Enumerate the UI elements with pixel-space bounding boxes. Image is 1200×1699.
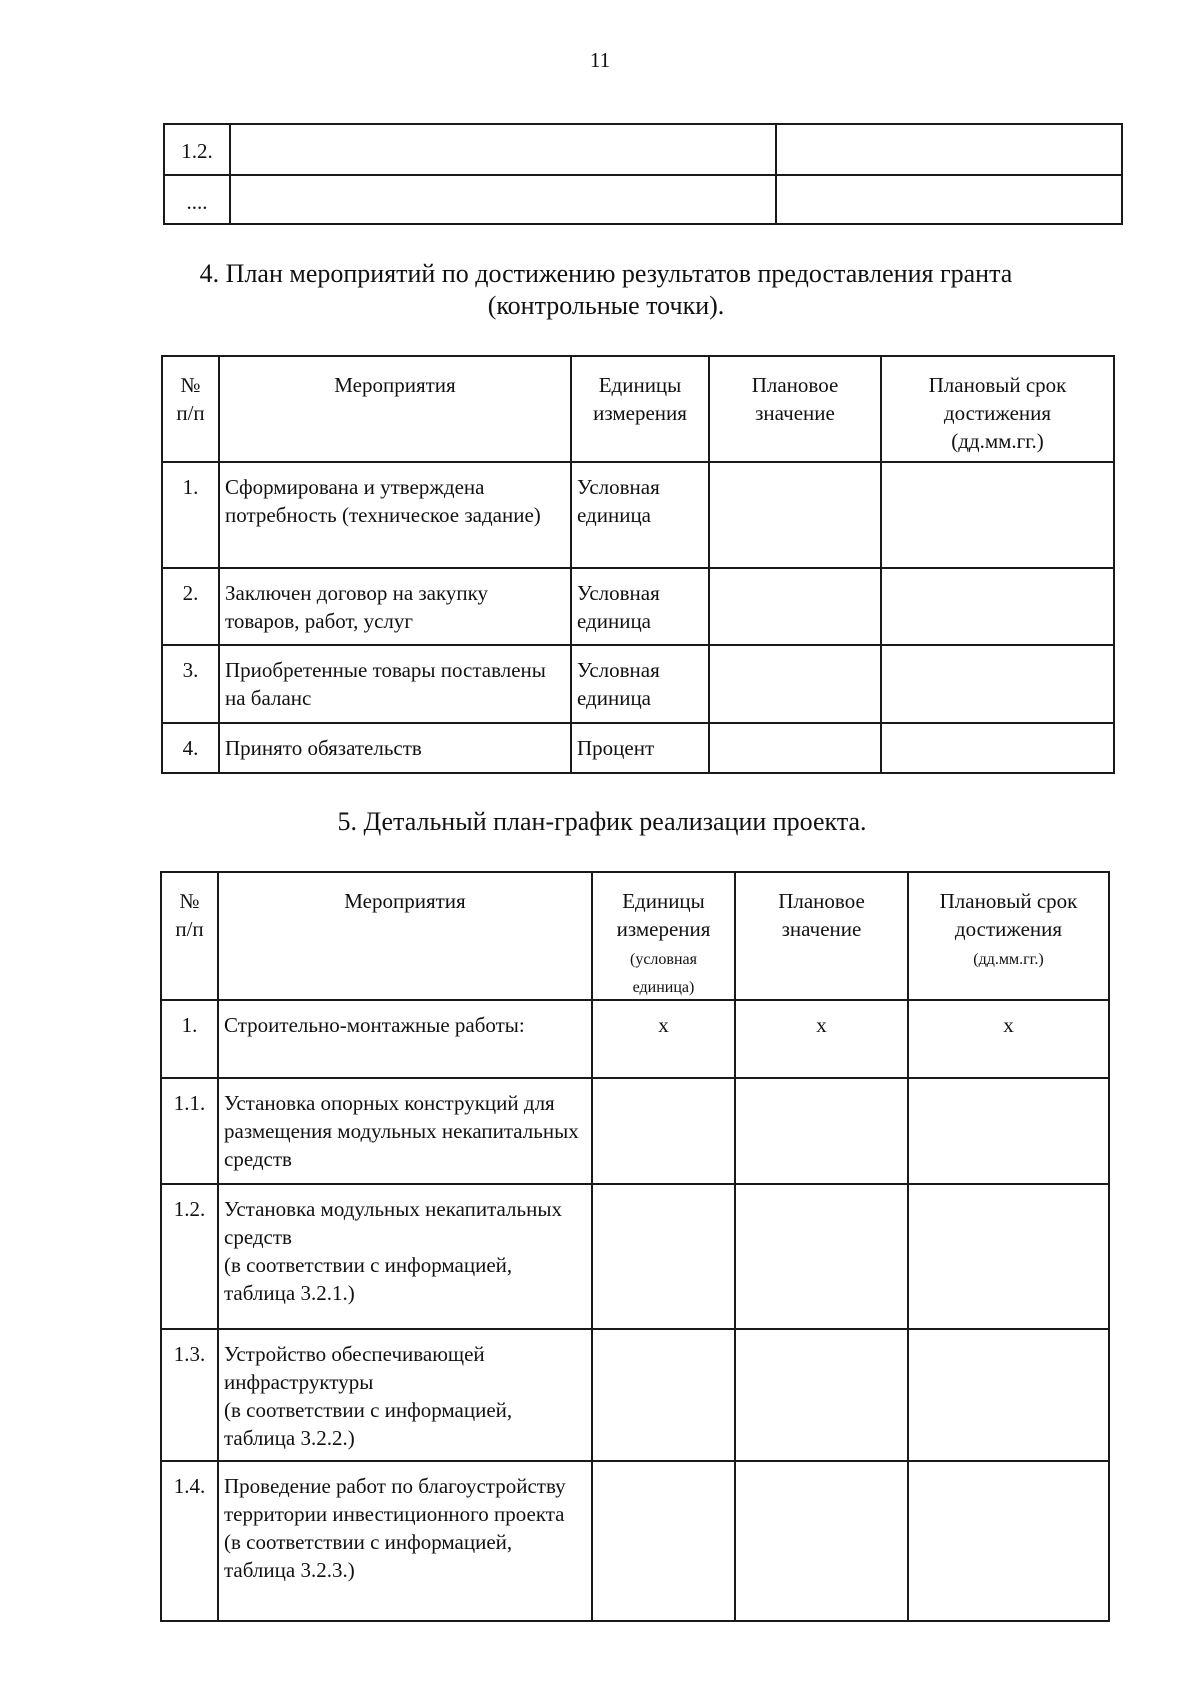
table-row — [162, 462, 1114, 568]
deadline-cell — [908, 1184, 1109, 1329]
empty-cell — [776, 175, 1122, 224]
page-number: 11 — [589, 48, 611, 72]
deadline-cell — [881, 568, 1114, 645]
row-number: 1.4. — [161, 1461, 218, 1621]
event-cell: Проведение работ по благоустройству территории инвестиционного проекта (в соответствии с информацией, таблица 3.2.3.) — [218, 1461, 592, 1621]
deadline-cell: х — [908, 1000, 1109, 1078]
planned-value-cell — [735, 1078, 908, 1184]
table-row — [161, 1329, 1109, 1461]
row-number: 3. — [162, 645, 219, 723]
section5-title: 5. Детальный план-график реализации проекта. — [337, 807, 867, 836]
unit-cell — [592, 1078, 735, 1184]
event-cell: Принято обязательств — [219, 723, 571, 773]
section4-table — [161, 355, 1115, 774]
row-number: 4. — [162, 723, 219, 773]
header-deadline: Плановый срок достижения (дд.мм.гг.) — [908, 872, 1109, 1000]
row-number: 1. — [161, 1000, 218, 1078]
row-number: 1. — [162, 462, 219, 568]
table-row — [162, 723, 1114, 773]
planned-value-cell — [709, 568, 881, 645]
unit-cell: Процент — [571, 723, 709, 773]
deadline-cell — [908, 1078, 1109, 1184]
header-events: Мероприятия — [219, 356, 571, 462]
row-number: .... — [164, 175, 230, 224]
event-cell: Строительно-монтажные работы: — [218, 1000, 592, 1078]
table-row — [161, 1000, 1109, 1078]
event-cell: Приобретенные товары поставлены на баланс — [219, 645, 571, 723]
event-cell: Устройство обеспечивающей инфраструктуры (в соответствии с информацией, таблица 3.2.2.) — [218, 1329, 592, 1461]
unit-cell: Условная единица — [571, 462, 709, 568]
header-planned-value: Плановое значение — [709, 356, 881, 462]
unit-cell — [592, 1184, 735, 1329]
unit-cell: Условная единица — [571, 645, 709, 723]
header-deadline: Плановый срок достижения (дд.мм.гг.) — [881, 356, 1114, 462]
header-planned-value: Плановое значение — [735, 872, 908, 1000]
header-row — [161, 872, 1109, 1000]
event-cell: Установка модульных некапитальных средств (в соответствии с информацией, таблица 3.2.1.) — [218, 1184, 592, 1329]
empty-cell — [230, 124, 776, 175]
deadline-cell — [881, 645, 1114, 723]
event-cell: Заключен договор на закупку товаров, работ, услуг — [219, 568, 571, 645]
header-num: № п/п — [161, 872, 218, 1000]
header-row — [162, 356, 1114, 462]
planned-value-cell — [735, 1184, 908, 1329]
empty-cell — [776, 124, 1122, 175]
planned-value-cell — [735, 1329, 908, 1461]
header-units: Единицы измерения (условная единица) — [592, 872, 735, 1000]
section4-title: 4. План мероприятий по достижению результатов предоставления гранта (контрольные точки). — [199, 259, 1013, 320]
header-units: Единицы измерения — [571, 356, 709, 462]
row-number: 1.3. — [161, 1329, 218, 1461]
header-events: Мероприятия — [218, 872, 592, 1000]
table-row — [161, 1078, 1109, 1184]
table-row — [161, 1184, 1109, 1329]
unit-cell: Условная единица — [571, 568, 709, 645]
deadline-cell — [908, 1461, 1109, 1621]
table-row — [164, 124, 1122, 175]
table-row — [162, 568, 1114, 645]
unit-cell — [592, 1329, 735, 1461]
event-cell: Установка опорных конструкций для размещения модульных некапитальных средств — [218, 1078, 592, 1184]
planned-value-cell — [709, 723, 881, 773]
row-number: 1.2. — [161, 1184, 218, 1329]
row-number: 1.1. — [161, 1078, 218, 1184]
deadline-cell — [908, 1329, 1109, 1461]
unit-cell: х — [592, 1000, 735, 1078]
header-num: № п/п — [162, 356, 219, 462]
table-row — [164, 175, 1122, 224]
table-row — [162, 645, 1114, 723]
row-number: 2. — [162, 568, 219, 645]
planned-value-cell — [709, 645, 881, 723]
event-cell: Сформирована и утверждена потребность (техническое задание) — [219, 462, 571, 568]
continuation-table — [163, 123, 1123, 225]
table-row — [161, 1461, 1109, 1621]
planned-value-cell — [735, 1461, 908, 1621]
row-number: 1.2. — [164, 124, 230, 175]
section5-table — [160, 871, 1110, 1622]
deadline-cell — [881, 462, 1114, 568]
empty-cell — [230, 175, 776, 224]
planned-value-cell — [709, 462, 881, 568]
deadline-cell — [881, 723, 1114, 773]
planned-value-cell: х — [735, 1000, 908, 1078]
unit-cell — [592, 1461, 735, 1621]
